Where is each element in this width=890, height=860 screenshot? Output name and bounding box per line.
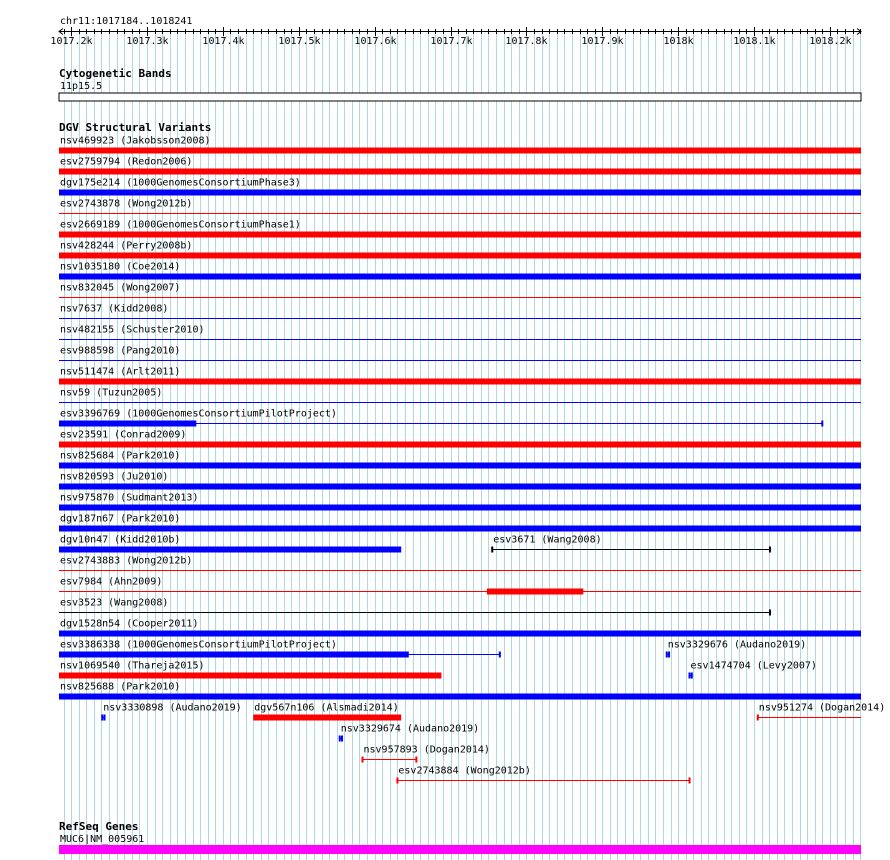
sv-label: nsv511474 (Arlt2011) — [60, 366, 181, 378]
refseq-gene-feature[interactable] — [59, 845, 861, 854]
sv-feature-nsv957893[interactable] — [363, 745, 490, 763]
sv-feature-nsv975870[interactable] — [59, 493, 861, 511]
refseq-gene-label: MUC6|NM_005961 — [60, 834, 145, 845]
sv-label: nsv832045 (Wong2007) — [60, 282, 181, 294]
sv-bar — [59, 148, 861, 154]
sv-label: esv2743883 (Wong2012b) — [60, 555, 193, 567]
sv-feature-nsv3329676[interactable] — [667, 640, 806, 658]
sv-label: esv2743878 (Wong2012b) — [60, 198, 193, 210]
sv-label: dgv187n67 (Park2010) — [60, 513, 181, 525]
sv-feature-esv2743878[interactable] — [59, 199, 861, 214]
sv-feature-nsv1035180[interactable] — [59, 262, 861, 280]
sv-feature-esv2669189[interactable] — [59, 220, 861, 238]
sv-feature-esv23591[interactable] — [59, 430, 861, 448]
sv-feature-esv3396769[interactable] — [59, 409, 822, 427]
sv-bar — [59, 673, 441, 679]
ruler-tick-label: 1017.9k — [581, 36, 624, 47]
sv-label: nsv1069540 (Thareja2015) — [60, 660, 205, 672]
sv-label: esv2759794 (Redon2006) — [60, 156, 193, 168]
sv-feature-esv3386338[interactable] — [59, 640, 500, 658]
sv-feature-esv2759794[interactable] — [59, 157, 861, 175]
sv-feature-esv3671[interactable] — [492, 535, 770, 553]
sv-bar — [59, 547, 401, 553]
sv-feature-esv7984[interactable] — [59, 577, 861, 595]
ruler-tick-label: 1018.1k — [733, 36, 776, 47]
sv-feature-dgv1528n54[interactable] — [59, 619, 861, 637]
ruler-tick-label: 1018.2k — [809, 36, 852, 47]
sv-bar — [59, 505, 861, 511]
ruler-tick-label: 1017.5k — [278, 36, 321, 47]
sv-feature-nsv832045[interactable] — [59, 283, 861, 298]
sv-label: nsv3329676 (Audano2019) — [667, 639, 807, 651]
sv-bar — [253, 715, 401, 721]
sv-feature-nsv825684[interactable] — [59, 451, 861, 469]
sv-feature-dgv187n67[interactable] — [59, 514, 861, 532]
sv-label: dgv175e214 (1000GenomesConsortiumPhase3) — [60, 177, 301, 189]
sv-bar — [59, 190, 861, 196]
sv-label: nsv469923 (Jakobsson2008) — [60, 135, 211, 147]
cytoband-label: 11p15.5 — [60, 81, 103, 92]
sv-feature-nsv1069540[interactable] — [59, 661, 441, 679]
sv-label: nsv975870 (Sudmant2013) — [60, 492, 199, 504]
sv-feature-esv988598[interactable] — [59, 346, 861, 361]
ruler-tick-label: 1018k — [663, 36, 694, 47]
sv-thick-bar — [59, 421, 196, 427]
sv-bar — [59, 169, 861, 175]
sv-label: dgv1528n54 (Cooper2011) — [60, 618, 199, 630]
sv-label: esv3386338 (1000GenomesConsortiumPilotProject) — [60, 639, 337, 651]
sv-label: nsv482155 (Schuster2010) — [60, 324, 205, 336]
sv-thick-bar — [59, 652, 409, 658]
ruler-tick-label: 1017.7k — [430, 36, 473, 47]
cytoband-band[interactable] — [59, 93, 861, 101]
sv-label: esv2743884 (Wong2012b) — [398, 765, 531, 777]
sv-feature-nsv511474[interactable] — [59, 367, 861, 385]
sv-feature-nsv469923[interactable] — [59, 136, 861, 154]
sv-feature-nsv482155[interactable] — [59, 325, 861, 340]
cytoband-track-title: Cytogenetic Bands — [59, 67, 172, 80]
sv-feature-nsv951274[interactable] — [758, 703, 885, 721]
sv-feature-dgv567n106[interactable] — [253, 703, 401, 721]
ruler-tick-label: 1017.8k — [505, 36, 548, 47]
sv-bar — [59, 484, 861, 490]
sv-bar — [59, 232, 861, 238]
sv-label: nsv1035180 (Coe2014) — [60, 261, 181, 273]
sv-label: dgv567n106 (Alsmadi2014) — [254, 702, 399, 714]
sv-bar — [59, 274, 861, 280]
sv-feature-nsv7637[interactable] — [59, 304, 861, 319]
sv-label: nsv59 (Tuzun2005) — [60, 387, 163, 399]
sv-label: nsv951274 (Dogan2014) — [758, 702, 886, 714]
sv-feature-nsv820593[interactable] — [59, 472, 861, 490]
sv-label: esv7984 (Ahn2009) — [60, 576, 163, 588]
sv-label: esv988598 (Pang2010) — [60, 345, 181, 357]
ruler[interactable] — [50, 27, 861, 47]
sv-label: nsv825684 (Park2010) — [60, 450, 181, 462]
sv-feature-esv2743884[interactable] — [397, 766, 689, 784]
sv-feature-nsv3330898[interactable] — [102, 703, 241, 721]
sv-bar — [59, 379, 861, 385]
sv-label: nsv957893 (Dogan2014) — [363, 744, 490, 756]
refseq-track-title: RefSeq Genes — [59, 820, 139, 833]
sv-label: esv3396769 (1000GenomesConsortiumPilotProject) — [60, 408, 337, 420]
sv-label: esv2669189 (1000GenomesConsortiumPhase1) — [60, 219, 301, 231]
sv-label: nsv825688 (Park2010) — [60, 681, 181, 693]
ruler-tick-label: 1017.3k — [126, 36, 169, 47]
sv-feature-nsv59[interactable] — [59, 388, 861, 403]
sv-label: nsv7637 (Kidd2008) — [60, 303, 169, 315]
sv-label: nsv3329674 (Audano2019) — [340, 723, 480, 735]
sv-label: nsv3330898 (Audano2019) — [103, 702, 242, 714]
sv-label: esv3671 (Wang2008) — [493, 534, 602, 546]
sv-label: nsv820593 (Ju2010) — [60, 471, 169, 483]
sv-feature-esv2743883[interactable] — [59, 556, 861, 571]
dgv-track — [59, 136, 885, 784]
sv-feature-dgv175e214[interactable] — [59, 178, 861, 196]
sv-bar — [59, 463, 861, 469]
region-label: chr11:1017184..1018241 — [60, 16, 193, 27]
sv-bar — [59, 442, 861, 448]
sv-label: esv23591 (Conrad2009) — [60, 429, 187, 441]
sv-feature-nsv825688[interactable] — [59, 682, 861, 700]
sv-bar — [59, 694, 861, 700]
sv-label: esv1474704 (Levy2007) — [690, 660, 817, 672]
sv-thick-bar — [487, 589, 583, 595]
sv-label: nsv428244 (Perry2008b) — [60, 240, 193, 252]
sv-bar — [59, 631, 861, 637]
ruler-tick-label: 1017.2k — [50, 36, 93, 47]
ruler-tick-label: 1017.4k — [202, 36, 245, 47]
sv-bar — [59, 526, 861, 532]
dgv-track-title: DGV Structural Variants — [59, 121, 212, 134]
sv-bar — [59, 253, 861, 259]
ruler-tick-label: 1017.6k — [354, 36, 397, 47]
sv-label: esv3523 (Wang2008) — [60, 597, 169, 609]
sv-label: dgv10n47 (Kidd2010b) — [60, 534, 181, 546]
sv-feature-nsv428244[interactable] — [59, 241, 861, 259]
